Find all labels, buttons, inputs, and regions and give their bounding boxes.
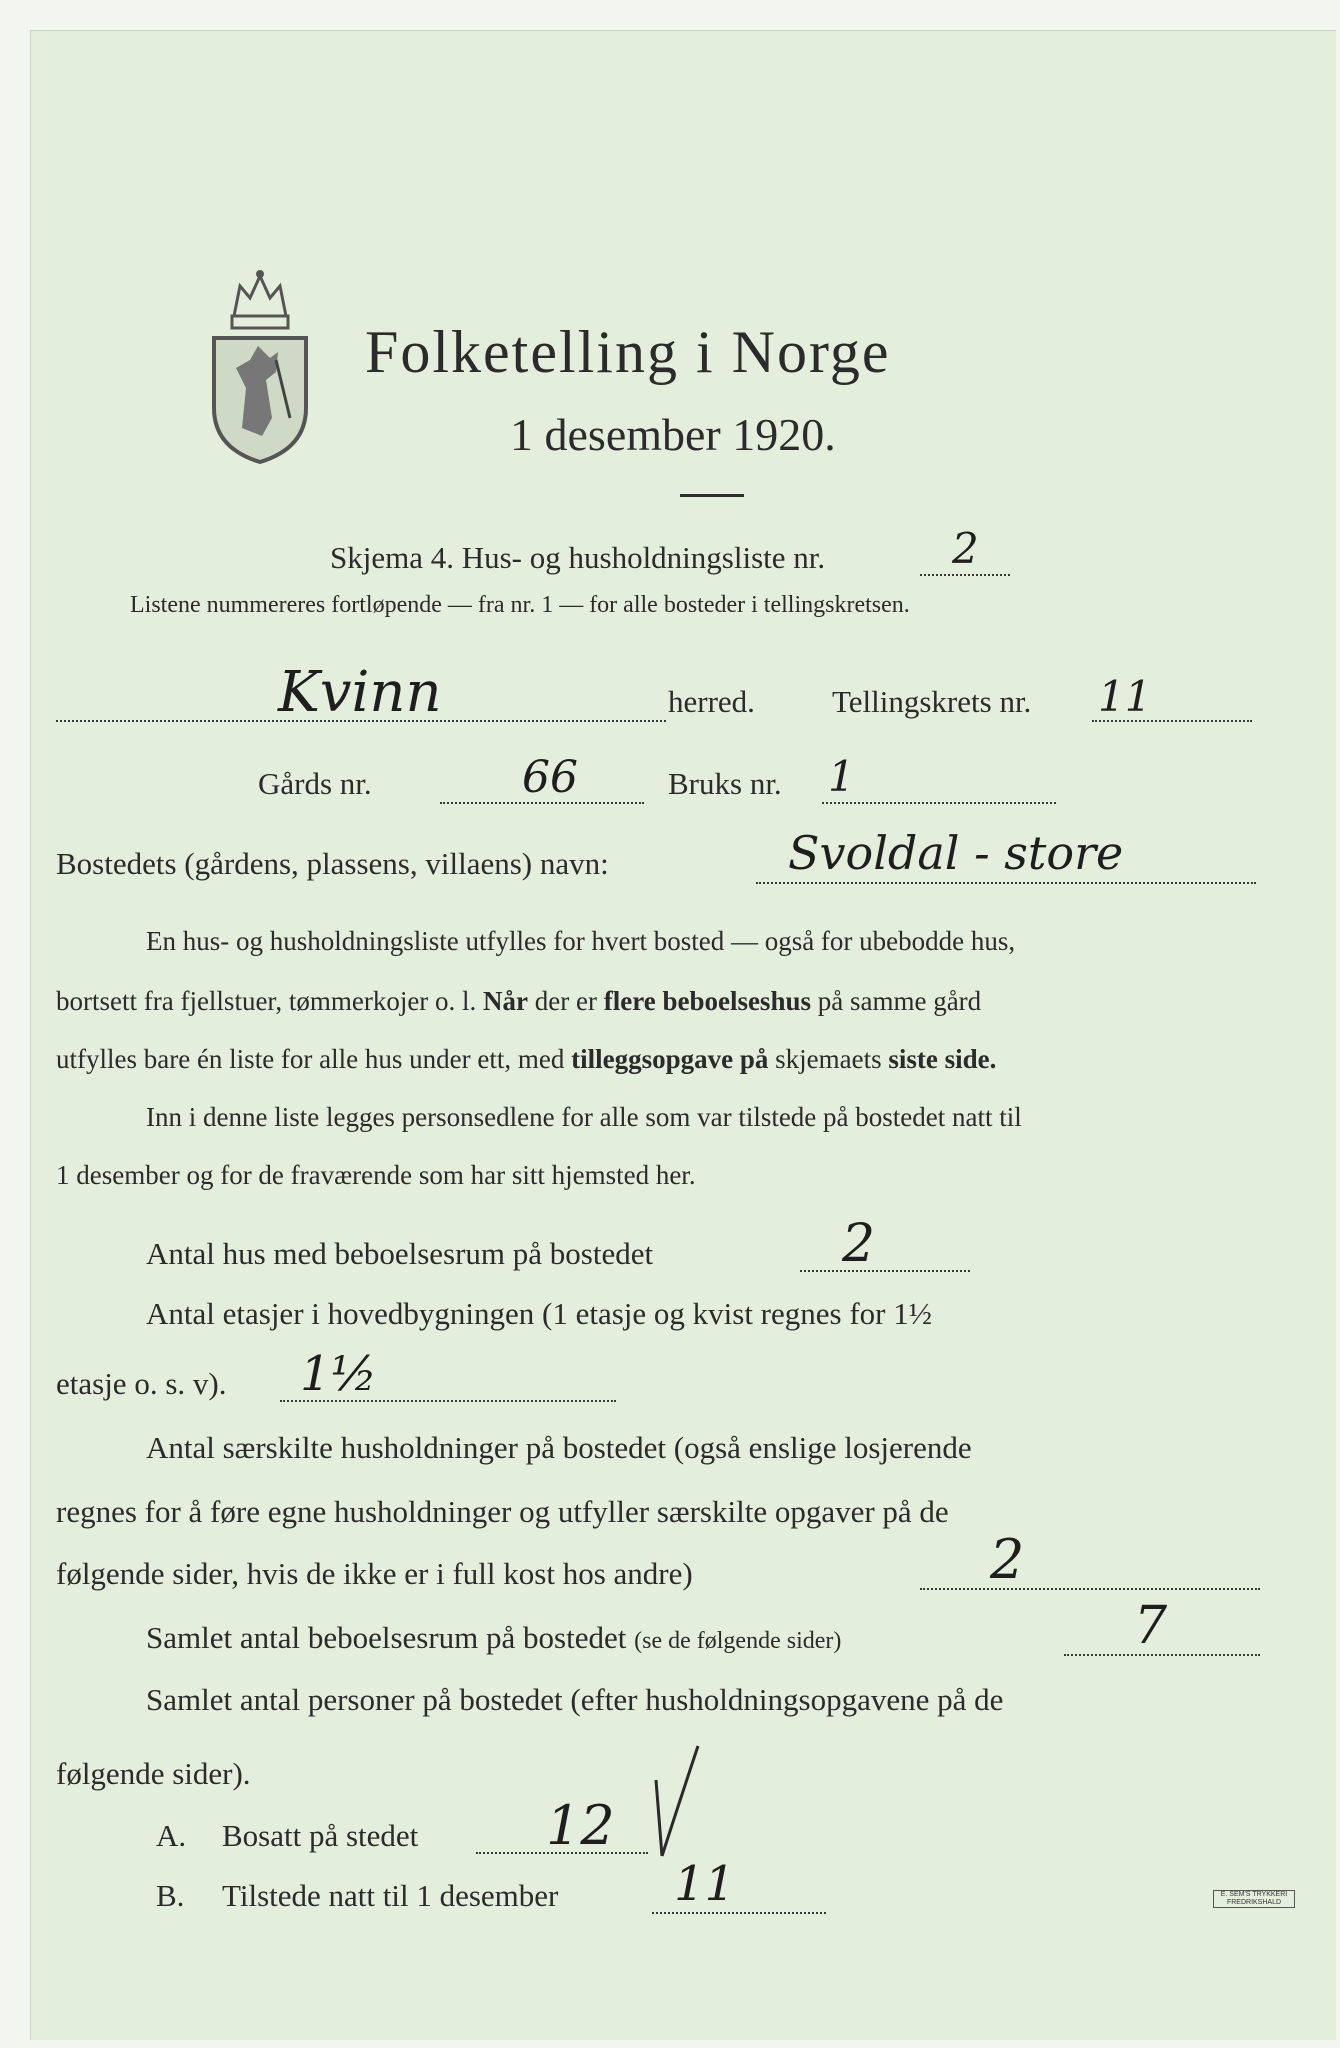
gards-label: Gårds nr. [258,766,372,801]
instruction-text: skjemaets [775,1044,882,1074]
present-label: Tilstede natt til 1 desember [222,1878,559,1913]
tellingskrets-label: Tellingskrets nr. [832,684,1032,719]
floors-value[interactable]: 1½ [300,1346,378,1402]
instruction-line-3 [56,1044,996,1075]
resident-line [476,1852,648,1854]
bruks-line [822,802,1056,804]
households-label-line-3: følgende sider, hvis de ikke er i full kost hos andre) [56,1556,693,1591]
rooms-line [1064,1654,1260,1656]
instruction-text: på samme gård [817,986,982,1016]
instruction-bold-text: flere beboelseshus [603,986,811,1016]
floors-label-line-1: Antal etasjer i hovedbygningen (1 etasje og kvist regnes for 1½ [146,1296,932,1331]
printer-stamp: E. SEM'S TRYKKERI FREDRIKSHALD [1213,1890,1295,1908]
households-value[interactable]: 2 [990,1528,1025,1591]
instruction-line-1: En hus- og husholdningsliste utfylles for hvert bosted — også for ubebodde hus, [146,926,1016,956]
instruction-line-5: 1 desember og for de fraværende som har sitt hjemsted her. [56,1160,696,1190]
form-title: Folketelling i Norge [365,319,891,385]
rooms-value[interactable]: 7 [1134,1596,1168,1656]
households-label-line-1: Antal særskilte husholdninger på bostedet (også enslige losjerende [146,1430,972,1465]
bosted-label: Bostedets (gårdens, plassens, villaens) navn: [56,846,609,881]
bruks-label: Bruks nr. [668,766,782,801]
resident-value[interactable]: 12 [546,1794,615,1857]
schema-label: Skjema 4. Hus- og husholdningsliste nr. [330,540,826,575]
resident-label: Bosatt på stedet [222,1818,419,1853]
rooms-label [146,1620,841,1656]
instruction-line-4: Inn i denne liste legges personsedlene for alle som var tilstede på bostedet natt til [146,1102,1022,1132]
instruction-text: bortsett fra fjellstuer, tømmerkojer o. l. [56,986,477,1016]
tellingskrets-value[interactable]: 11 [1098,672,1152,721]
gards-value[interactable]: 66 [522,752,578,803]
census-date: 1 desember 1920. [510,409,836,460]
instruction-bold-text: siste side. [888,1044,997,1074]
instruction-bold-text: tilleggsopgave på [571,1044,769,1074]
present-value[interactable]: 11 [674,1856,736,1912]
resident-letter: A. [156,1818,187,1853]
floors-line [280,1400,616,1402]
present-letter: B. [156,1878,185,1913]
rooms-label-text: Samlet antal beboelsesrum på bostedet [146,1620,627,1655]
persons-label-line-2: følgende sider). [56,1756,251,1791]
houses-count-line [800,1270,970,1272]
list-number-value[interactable]: 2 [952,524,979,573]
herred-value[interactable]: Kvinn [278,660,442,725]
instruction-bold-text: Når [483,986,529,1016]
title-divider [680,494,744,497]
houses-count-value[interactable]: 2 [842,1214,876,1274]
floors-label-line-2: etasje o. s. v). [56,1366,227,1401]
households-line [920,1588,1260,1590]
instruction-text: utfylles bare én liste for alle hus under ett, med [56,1044,565,1074]
coat-of-arms-icon [206,268,314,464]
numbering-note: Listene nummereres fortløpende — fra nr. 1 — for alle bosteder i tellingskretsen. [130,592,910,618]
houses-count-label: Antal hus med beboelsesrum på bostedet [146,1236,654,1271]
persons-label-line-1: Samlet antal personer på bostedet (efter husholdningsopgavene på de [146,1682,1004,1717]
bruks-value[interactable]: 1 [828,752,855,801]
households-label-line-2: regnes for å føre egne husholdninger og utfyller særskilte opgaver på de [56,1494,949,1529]
tellingskrets-line [1092,720,1252,722]
instruction-line-2 [56,986,981,1017]
present-line [652,1912,826,1914]
bosted-line [756,882,1256,884]
instruction-text: der er [534,986,597,1016]
herred-label: herred. [668,684,755,719]
tally-check-mark [650,1740,710,1860]
list-number-line [920,574,1010,576]
bosted-value[interactable]: Svoldal - store [788,826,1124,880]
gards-line [440,802,644,804]
rooms-label-note: (se de følgende sider) [634,1628,842,1654]
